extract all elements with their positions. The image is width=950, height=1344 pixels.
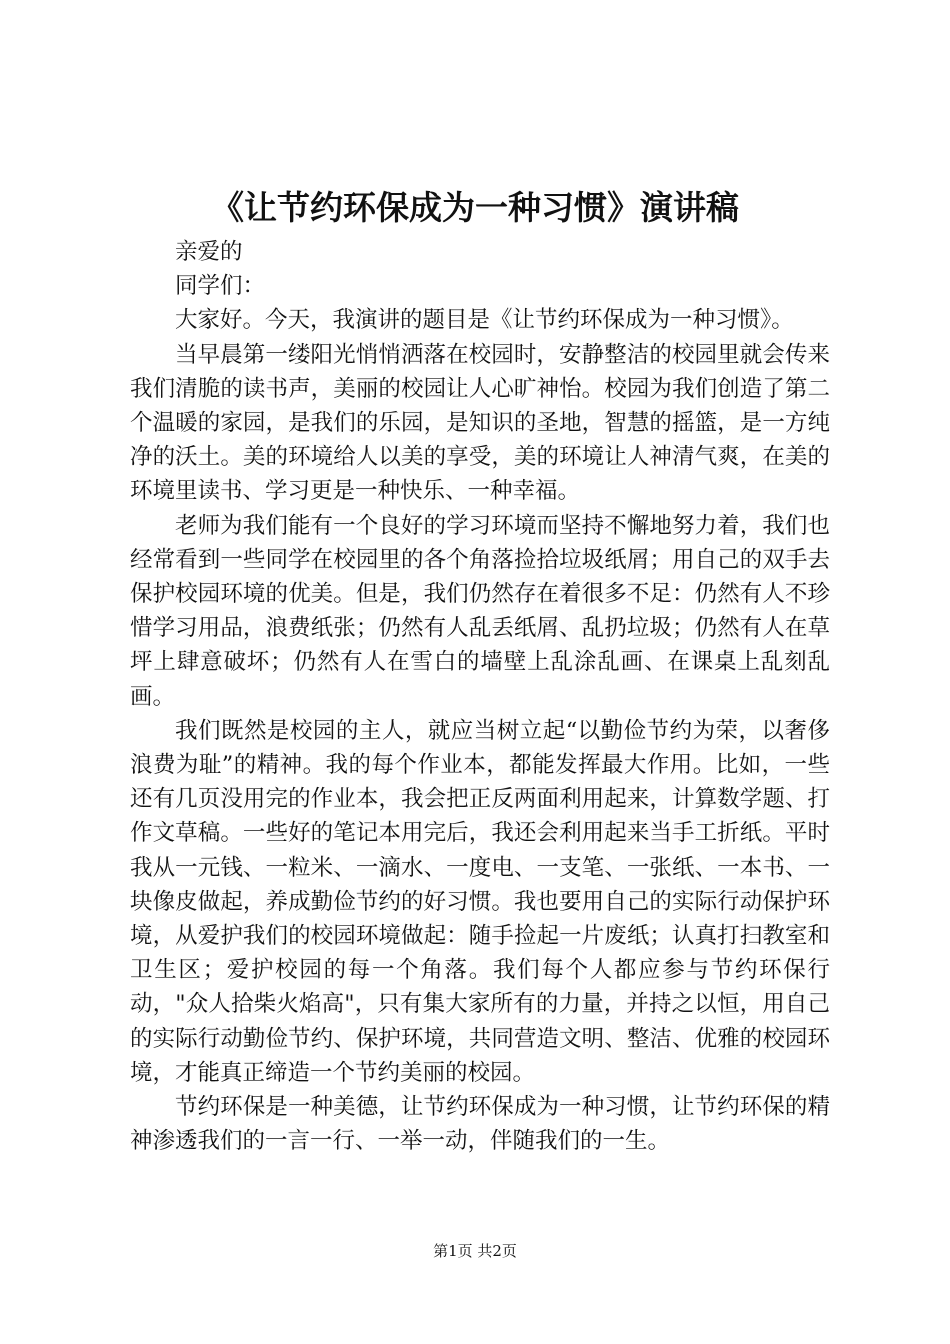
paragraph-morning: 当早晨第一缕阳光悄悄洒落在校园时，安静整洁的校园里就会传来我们清脆的读书声，美丽的校园让人心旷神怡。校园为我们创造了第二个温暖的家园，是我们的乐园，是知识的圣地，智慧的摇篮，是一方纯净的沃土。美的环境给人以美的享受，美的环境让人神清气爽，在美的环境里读书、学习更是一种快乐、一种幸福。 — [130, 341, 830, 505]
salutation-line-1: 亲爱的 — [175, 239, 243, 265]
paragraph-masters: 我们既然是校园的主人，就应当树立起“以勤俭节约为荣，以奢侈浪费为耻”的精神。我的每个作业本，都能发挥最大作用。比如，一些还有几页没用完的作业本，我会把正反两面利用起来，计算数学题、打作文草稿。一些好的笔记本用完后，我还会利用起来当手工折纸。平时我从一元钱、一粒米、一滴水、一度电、一支笔、一张纸、一本书、一块像皮做起，养成勤俭节约的好习惯。我也要用自己的实际行动保护环境，从爱护我们的校园环境做起：随手捡起一片废纸；认真打扫教室和卫生区；爱护校园的每一个角落。我们每个人都应参与节约环保行动，"众人拾柴火焰高"，只有集大家所有的力量，并持之以恒，用自己的实际行动勤俭节约、保护环境，共同营造文明、整洁、优雅的校园环境，才能真正缔造一个节约美丽的校园。 — [130, 717, 830, 1086]
paragraph-conclusion: 节约环保是一种美德，让节约环保成为一种习惯，让节约环保的精神渗透我们的一言一行、一举一动，伴随我们的一生。 — [130, 1094, 830, 1155]
salutation-line-2: 同学们： — [175, 273, 266, 300]
page-number-footer: 第1页 共2页 — [433, 1242, 517, 1260]
paragraph-teachers: 老师为我们能有一个良好的学习环境而坚持不懈地努力着，我们也经常看到一些同学在校园里的各个角落捡拾垃圾纸屑；用自己的双手去保护校园环境的优美。但是，我们仍然存在着很多不足：仍然有人不珍惜学习用品，浪费纸张；仍然有人乱丢纸屑、乱扔垃圾；仍然有人在草坪上肆意破坏；仍然有人在雪白的墙壁上乱涂乱画、在课桌上乱刻乱画。 — [130, 512, 830, 710]
paragraph-greeting: 大家好。今天，我演讲的题目是《让节约环保成为一种习惯》。 — [175, 307, 794, 334]
document-body — [130, 235, 830, 1158]
document-title: 《让节约环保成为一种习惯》演讲稿 — [211, 188, 739, 227]
